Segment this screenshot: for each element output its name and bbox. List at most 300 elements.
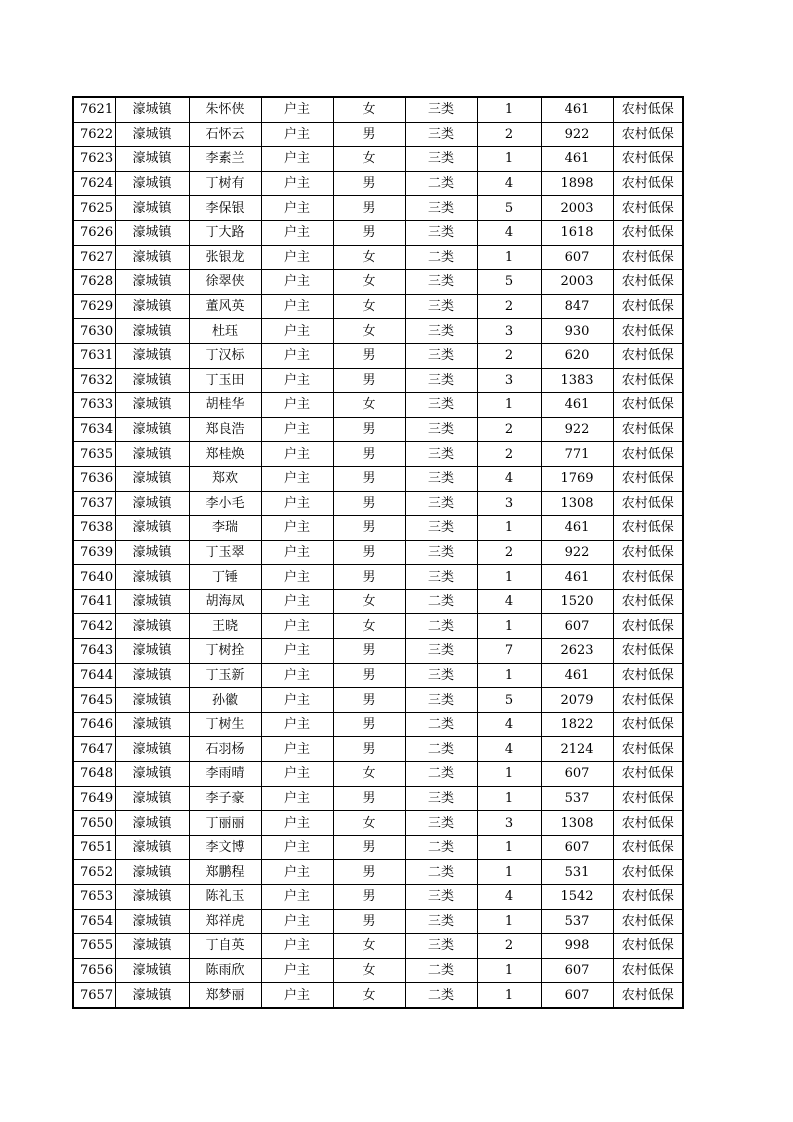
household-size-cell: 4 bbox=[477, 220, 541, 245]
household-size-cell: 1 bbox=[477, 983, 541, 1008]
head-name-cell: 石羽杨 bbox=[189, 737, 261, 762]
category-cell: 三类 bbox=[405, 909, 477, 934]
table-row bbox=[73, 737, 683, 762]
amount-cell: 922 bbox=[541, 122, 613, 147]
relation-cell: 户主 bbox=[261, 540, 333, 565]
amount-cell: 1308 bbox=[541, 811, 613, 836]
category-cell: 二类 bbox=[405, 762, 477, 787]
table-row bbox=[73, 466, 683, 491]
amount-cell: 2003 bbox=[541, 270, 613, 295]
serial-number-cell: 7648 bbox=[73, 762, 115, 787]
amount-cell: 1383 bbox=[541, 368, 613, 393]
category-cell: 三类 bbox=[405, 688, 477, 713]
household-size-cell: 3 bbox=[477, 811, 541, 836]
serial-number-cell: 7649 bbox=[73, 786, 115, 811]
head-name-cell: 丁玉新 bbox=[189, 663, 261, 688]
relation-cell: 户主 bbox=[261, 762, 333, 787]
serial-number-cell: 7639 bbox=[73, 540, 115, 565]
table-row bbox=[73, 565, 683, 590]
household-size-cell: 2 bbox=[477, 417, 541, 442]
township-cell: 濠城镇 bbox=[115, 466, 189, 491]
serial-number-cell: 7647 bbox=[73, 737, 115, 762]
township-cell: 濠城镇 bbox=[115, 958, 189, 983]
category-cell: 二类 bbox=[405, 614, 477, 639]
gender-cell: 女 bbox=[333, 614, 405, 639]
serial-number-cell: 7640 bbox=[73, 565, 115, 590]
household-size-cell: 2 bbox=[477, 294, 541, 319]
gender-cell: 男 bbox=[333, 688, 405, 713]
amount-cell: 537 bbox=[541, 909, 613, 934]
head-name-cell: 李小毛 bbox=[189, 491, 261, 516]
head-name-cell: 丁树有 bbox=[189, 171, 261, 196]
township-cell: 濠城镇 bbox=[115, 565, 189, 590]
gender-cell: 男 bbox=[333, 368, 405, 393]
household-size-cell: 1 bbox=[477, 762, 541, 787]
table-row bbox=[73, 343, 683, 368]
household-size-cell: 2 bbox=[477, 934, 541, 959]
table-row bbox=[73, 909, 683, 934]
table-row bbox=[73, 491, 683, 516]
relation-cell: 户主 bbox=[261, 614, 333, 639]
township-cell: 濠城镇 bbox=[115, 442, 189, 467]
serial-number-cell: 7628 bbox=[73, 270, 115, 295]
serial-number-cell: 7644 bbox=[73, 663, 115, 688]
category-cell: 二类 bbox=[405, 737, 477, 762]
head-name-cell: 李子豪 bbox=[189, 786, 261, 811]
gender-cell: 男 bbox=[333, 220, 405, 245]
table-row bbox=[73, 368, 683, 393]
aid-type-cell: 农村低保 bbox=[613, 245, 683, 270]
household-size-cell: 1 bbox=[477, 909, 541, 934]
aid-type-cell: 农村低保 bbox=[613, 343, 683, 368]
gender-cell: 男 bbox=[333, 909, 405, 934]
aid-type-cell: 农村低保 bbox=[613, 270, 683, 295]
head-name-cell: 郑桂焕 bbox=[189, 442, 261, 467]
gender-cell: 男 bbox=[333, 516, 405, 541]
table-row bbox=[73, 196, 683, 221]
serial-number-cell: 7651 bbox=[73, 835, 115, 860]
table-row bbox=[73, 97, 683, 122]
category-cell: 三类 bbox=[405, 811, 477, 836]
amount-cell: 607 bbox=[541, 983, 613, 1008]
head-name-cell: 石怀云 bbox=[189, 122, 261, 147]
serial-number-cell: 7637 bbox=[73, 491, 115, 516]
household-size-cell: 2 bbox=[477, 343, 541, 368]
household-size-cell: 4 bbox=[477, 885, 541, 910]
township-cell: 濠城镇 bbox=[115, 319, 189, 344]
relation-cell: 户主 bbox=[261, 688, 333, 713]
relation-cell: 户主 bbox=[261, 97, 333, 122]
aid-type-cell: 农村低保 bbox=[613, 983, 683, 1008]
table-row bbox=[73, 540, 683, 565]
category-cell: 三类 bbox=[405, 393, 477, 418]
serial-number-cell: 7632 bbox=[73, 368, 115, 393]
serial-number-cell: 7622 bbox=[73, 122, 115, 147]
head-name-cell: 丁树生 bbox=[189, 712, 261, 737]
category-cell: 三类 bbox=[405, 565, 477, 590]
amount-cell: 531 bbox=[541, 860, 613, 885]
aid-type-cell: 农村低保 bbox=[613, 540, 683, 565]
head-name-cell: 陈礼玉 bbox=[189, 885, 261, 910]
head-name-cell: 李文博 bbox=[189, 835, 261, 860]
serial-number-cell: 7625 bbox=[73, 196, 115, 221]
gender-cell: 女 bbox=[333, 983, 405, 1008]
household-size-cell: 7 bbox=[477, 639, 541, 664]
amount-cell: 2079 bbox=[541, 688, 613, 713]
aid-type-cell: 农村低保 bbox=[613, 147, 683, 172]
relation-cell: 户主 bbox=[261, 885, 333, 910]
gender-cell: 男 bbox=[333, 737, 405, 762]
serial-number-cell: 7657 bbox=[73, 983, 115, 1008]
household-size-cell: 2 bbox=[477, 122, 541, 147]
table-row bbox=[73, 270, 683, 295]
aid-type-cell: 农村低保 bbox=[613, 393, 683, 418]
head-name-cell: 丁锤 bbox=[189, 565, 261, 590]
head-name-cell: 丁树拴 bbox=[189, 639, 261, 664]
table-body bbox=[73, 97, 683, 1008]
table-row bbox=[73, 639, 683, 664]
serial-number-cell: 7633 bbox=[73, 393, 115, 418]
gender-cell: 男 bbox=[333, 171, 405, 196]
township-cell: 濠城镇 bbox=[115, 885, 189, 910]
serial-number-cell: 7630 bbox=[73, 319, 115, 344]
amount-cell: 607 bbox=[541, 835, 613, 860]
category-cell: 三类 bbox=[405, 147, 477, 172]
table-row bbox=[73, 762, 683, 787]
township-cell: 濠城镇 bbox=[115, 786, 189, 811]
serial-number-cell: 7624 bbox=[73, 171, 115, 196]
serial-number-cell: 7638 bbox=[73, 516, 115, 541]
household-size-cell: 4 bbox=[477, 589, 541, 614]
township-cell: 濠城镇 bbox=[115, 811, 189, 836]
township-cell: 濠城镇 bbox=[115, 614, 189, 639]
aid-type-cell: 农村低保 bbox=[613, 589, 683, 614]
aid-type-cell: 农村低保 bbox=[613, 220, 683, 245]
serial-number-cell: 7654 bbox=[73, 909, 115, 934]
household-size-cell: 1 bbox=[477, 393, 541, 418]
aid-type-cell: 农村低保 bbox=[613, 516, 683, 541]
category-cell: 三类 bbox=[405, 934, 477, 959]
amount-cell: 461 bbox=[541, 393, 613, 418]
serial-number-cell: 7642 bbox=[73, 614, 115, 639]
township-cell: 濠城镇 bbox=[115, 909, 189, 934]
relation-cell: 户主 bbox=[261, 491, 333, 516]
aid-type-cell: 农村低保 bbox=[613, 196, 683, 221]
household-size-cell: 5 bbox=[477, 196, 541, 221]
township-cell: 濠城镇 bbox=[115, 97, 189, 122]
relation-cell: 户主 bbox=[261, 786, 333, 811]
amount-cell: 1618 bbox=[541, 220, 613, 245]
amount-cell: 1542 bbox=[541, 885, 613, 910]
head-name-cell: 李保银 bbox=[189, 196, 261, 221]
amount-cell: 2124 bbox=[541, 737, 613, 762]
gender-cell: 男 bbox=[333, 712, 405, 737]
township-cell: 濠城镇 bbox=[115, 294, 189, 319]
amount-cell: 2003 bbox=[541, 196, 613, 221]
gender-cell: 女 bbox=[333, 589, 405, 614]
table-row bbox=[73, 835, 683, 860]
category-cell: 二类 bbox=[405, 835, 477, 860]
household-size-cell: 1 bbox=[477, 663, 541, 688]
relation-cell: 户主 bbox=[261, 270, 333, 295]
relation-cell: 户主 bbox=[261, 909, 333, 934]
aid-type-cell: 农村低保 bbox=[613, 171, 683, 196]
township-cell: 濠城镇 bbox=[115, 171, 189, 196]
household-size-cell: 3 bbox=[477, 491, 541, 516]
gender-cell: 男 bbox=[333, 663, 405, 688]
category-cell: 二类 bbox=[405, 712, 477, 737]
aid-type-cell: 农村低保 bbox=[613, 614, 683, 639]
gender-cell: 女 bbox=[333, 958, 405, 983]
table-row bbox=[73, 712, 683, 737]
aid-type-cell: 农村低保 bbox=[613, 835, 683, 860]
amount-cell: 607 bbox=[541, 245, 613, 270]
household-size-cell: 1 bbox=[477, 516, 541, 541]
household-size-cell: 1 bbox=[477, 835, 541, 860]
aid-type-cell: 农村低保 bbox=[613, 491, 683, 516]
serial-number-cell: 7653 bbox=[73, 885, 115, 910]
serial-number-cell: 7623 bbox=[73, 147, 115, 172]
gender-cell: 女 bbox=[333, 270, 405, 295]
township-cell: 濠城镇 bbox=[115, 368, 189, 393]
relation-cell: 户主 bbox=[261, 368, 333, 393]
amount-cell: 461 bbox=[541, 147, 613, 172]
amount-cell: 461 bbox=[541, 565, 613, 590]
amount-cell: 607 bbox=[541, 762, 613, 787]
table-row bbox=[73, 860, 683, 885]
aid-type-cell: 农村低保 bbox=[613, 811, 683, 836]
table-row bbox=[73, 958, 683, 983]
gender-cell: 女 bbox=[333, 97, 405, 122]
township-cell: 濠城镇 bbox=[115, 663, 189, 688]
household-size-cell: 5 bbox=[477, 688, 541, 713]
township-cell: 濠城镇 bbox=[115, 934, 189, 959]
table-row bbox=[73, 147, 683, 172]
category-cell: 三类 bbox=[405, 343, 477, 368]
relation-cell: 户主 bbox=[261, 294, 333, 319]
amount-cell: 461 bbox=[541, 663, 613, 688]
gender-cell: 女 bbox=[333, 147, 405, 172]
aid-type-cell: 农村低保 bbox=[613, 958, 683, 983]
gender-cell: 男 bbox=[333, 786, 405, 811]
category-cell: 三类 bbox=[405, 294, 477, 319]
relation-cell: 户主 bbox=[261, 934, 333, 959]
table-row bbox=[73, 614, 683, 639]
township-cell: 濠城镇 bbox=[115, 196, 189, 221]
gender-cell: 男 bbox=[333, 885, 405, 910]
category-cell: 三类 bbox=[405, 663, 477, 688]
table-row bbox=[73, 589, 683, 614]
category-cell: 二类 bbox=[405, 245, 477, 270]
head-name-cell: 丁玉翠 bbox=[189, 540, 261, 565]
relation-cell: 户主 bbox=[261, 442, 333, 467]
amount-cell: 930 bbox=[541, 319, 613, 344]
aid-type-cell: 农村低保 bbox=[613, 122, 683, 147]
relation-cell: 户主 bbox=[261, 639, 333, 664]
township-cell: 濠城镇 bbox=[115, 491, 189, 516]
relation-cell: 户主 bbox=[261, 737, 333, 762]
aid-type-cell: 农村低保 bbox=[613, 294, 683, 319]
gender-cell: 男 bbox=[333, 466, 405, 491]
township-cell: 濠城镇 bbox=[115, 147, 189, 172]
aid-type-cell: 农村低保 bbox=[613, 934, 683, 959]
category-cell: 三类 bbox=[405, 466, 477, 491]
relation-cell: 户主 bbox=[261, 983, 333, 1008]
table-row bbox=[73, 688, 683, 713]
serial-number-cell: 7627 bbox=[73, 245, 115, 270]
category-cell: 二类 bbox=[405, 983, 477, 1008]
household-size-cell: 1 bbox=[477, 245, 541, 270]
head-name-cell: 郑欢 bbox=[189, 466, 261, 491]
category-cell: 三类 bbox=[405, 417, 477, 442]
aid-type-cell: 农村低保 bbox=[613, 762, 683, 787]
head-name-cell: 郑鹏程 bbox=[189, 860, 261, 885]
table-row bbox=[73, 516, 683, 541]
gender-cell: 男 bbox=[333, 417, 405, 442]
relation-cell: 户主 bbox=[261, 417, 333, 442]
amount-cell: 537 bbox=[541, 786, 613, 811]
household-size-cell: 2 bbox=[477, 540, 541, 565]
aid-type-cell: 农村低保 bbox=[613, 712, 683, 737]
aid-type-cell: 农村低保 bbox=[613, 909, 683, 934]
township-cell: 濠城镇 bbox=[115, 122, 189, 147]
amount-cell: 922 bbox=[541, 540, 613, 565]
township-cell: 濠城镇 bbox=[115, 270, 189, 295]
gender-cell: 男 bbox=[333, 122, 405, 147]
relation-cell: 户主 bbox=[261, 343, 333, 368]
aid-type-cell: 农村低保 bbox=[613, 860, 683, 885]
gender-cell: 女 bbox=[333, 319, 405, 344]
amount-cell: 771 bbox=[541, 442, 613, 467]
gender-cell: 女 bbox=[333, 811, 405, 836]
serial-number-cell: 7641 bbox=[73, 589, 115, 614]
head-name-cell: 郑梦丽 bbox=[189, 983, 261, 1008]
category-cell: 三类 bbox=[405, 442, 477, 467]
relation-cell: 户主 bbox=[261, 958, 333, 983]
category-cell: 三类 bbox=[405, 639, 477, 664]
amount-cell: 1769 bbox=[541, 466, 613, 491]
category-cell: 二类 bbox=[405, 171, 477, 196]
gender-cell: 男 bbox=[333, 491, 405, 516]
township-cell: 濠城镇 bbox=[115, 393, 189, 418]
table-row bbox=[73, 786, 683, 811]
aid-type-cell: 农村低保 bbox=[613, 688, 683, 713]
category-cell: 三类 bbox=[405, 319, 477, 344]
gender-cell: 女 bbox=[333, 245, 405, 270]
relation-cell: 户主 bbox=[261, 565, 333, 590]
aid-type-cell: 农村低保 bbox=[613, 663, 683, 688]
category-cell: 三类 bbox=[405, 516, 477, 541]
category-cell: 二类 bbox=[405, 589, 477, 614]
head-name-cell: 郑祥虎 bbox=[189, 909, 261, 934]
category-cell: 三类 bbox=[405, 220, 477, 245]
gender-cell: 男 bbox=[333, 540, 405, 565]
household-size-cell: 2 bbox=[477, 442, 541, 467]
household-size-cell: 4 bbox=[477, 171, 541, 196]
relation-cell: 户主 bbox=[261, 245, 333, 270]
serial-number-cell: 7635 bbox=[73, 442, 115, 467]
amount-cell: 461 bbox=[541, 516, 613, 541]
table-row bbox=[73, 171, 683, 196]
head-name-cell: 徐翠侠 bbox=[189, 270, 261, 295]
relation-cell: 户主 bbox=[261, 122, 333, 147]
aid-type-cell: 农村低保 bbox=[613, 368, 683, 393]
table-row bbox=[73, 663, 683, 688]
relation-cell: 户主 bbox=[261, 860, 333, 885]
township-cell: 濠城镇 bbox=[115, 589, 189, 614]
household-size-cell: 4 bbox=[477, 712, 541, 737]
gender-cell: 男 bbox=[333, 343, 405, 368]
serial-number-cell: 7646 bbox=[73, 712, 115, 737]
category-cell: 三类 bbox=[405, 540, 477, 565]
table-row bbox=[73, 983, 683, 1008]
head-name-cell: 张银龙 bbox=[189, 245, 261, 270]
serial-number-cell: 7629 bbox=[73, 294, 115, 319]
amount-cell: 998 bbox=[541, 934, 613, 959]
aid-type-cell: 农村低保 bbox=[613, 565, 683, 590]
household-size-cell: 1 bbox=[477, 97, 541, 122]
aid-type-cell: 农村低保 bbox=[613, 417, 683, 442]
household-size-cell: 3 bbox=[477, 368, 541, 393]
relation-cell: 户主 bbox=[261, 516, 333, 541]
amount-cell: 1822 bbox=[541, 712, 613, 737]
amount-cell: 1898 bbox=[541, 171, 613, 196]
head-name-cell: 郑良浩 bbox=[189, 417, 261, 442]
household-size-cell: 1 bbox=[477, 614, 541, 639]
township-cell: 濠城镇 bbox=[115, 712, 189, 737]
serial-number-cell: 7621 bbox=[73, 97, 115, 122]
household-size-cell: 4 bbox=[477, 466, 541, 491]
gender-cell: 男 bbox=[333, 442, 405, 467]
table-row bbox=[73, 417, 683, 442]
amount-cell: 620 bbox=[541, 343, 613, 368]
amount-cell: 607 bbox=[541, 614, 613, 639]
relation-cell: 户主 bbox=[261, 811, 333, 836]
township-cell: 濠城镇 bbox=[115, 835, 189, 860]
township-cell: 濠城镇 bbox=[115, 343, 189, 368]
category-cell: 三类 bbox=[405, 368, 477, 393]
township-cell: 濠城镇 bbox=[115, 737, 189, 762]
gender-cell: 男 bbox=[333, 639, 405, 664]
gender-cell: 男 bbox=[333, 196, 405, 221]
aid-type-cell: 农村低保 bbox=[613, 466, 683, 491]
serial-number-cell: 7650 bbox=[73, 811, 115, 836]
amount-cell: 607 bbox=[541, 958, 613, 983]
household-size-cell: 3 bbox=[477, 319, 541, 344]
serial-number-cell: 7626 bbox=[73, 220, 115, 245]
relation-cell: 户主 bbox=[261, 712, 333, 737]
head-name-cell: 杜珏 bbox=[189, 319, 261, 344]
head-name-cell: 李素兰 bbox=[189, 147, 261, 172]
aid-type-cell: 农村低保 bbox=[613, 786, 683, 811]
gender-cell: 女 bbox=[333, 294, 405, 319]
table-row bbox=[73, 811, 683, 836]
relation-cell: 户主 bbox=[261, 147, 333, 172]
head-name-cell: 董风英 bbox=[189, 294, 261, 319]
serial-number-cell: 7634 bbox=[73, 417, 115, 442]
category-cell: 二类 bbox=[405, 958, 477, 983]
household-size-cell: 1 bbox=[477, 860, 541, 885]
relation-cell: 户主 bbox=[261, 835, 333, 860]
table-row bbox=[73, 885, 683, 910]
township-cell: 濠城镇 bbox=[115, 516, 189, 541]
table-row bbox=[73, 393, 683, 418]
township-cell: 濠城镇 bbox=[115, 762, 189, 787]
head-name-cell: 胡桂华 bbox=[189, 393, 261, 418]
head-name-cell: 王晓 bbox=[189, 614, 261, 639]
relation-cell: 户主 bbox=[261, 171, 333, 196]
amount-cell: 922 bbox=[541, 417, 613, 442]
